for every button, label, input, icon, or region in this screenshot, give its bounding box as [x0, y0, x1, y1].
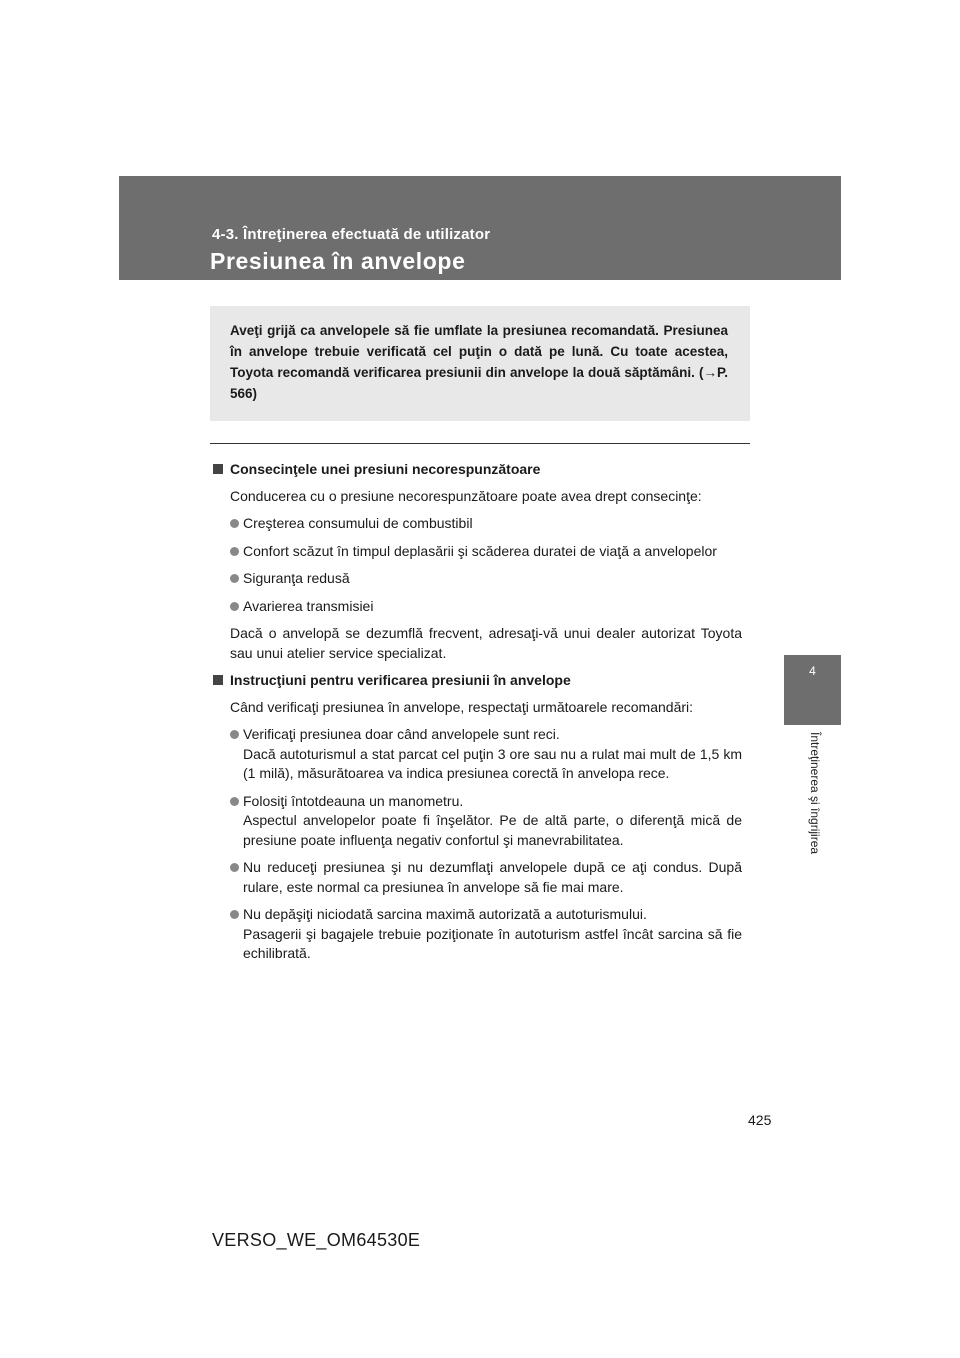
page-title: Presiunea în anvelope — [210, 248, 466, 274]
list-item-text: Confort scăzut în timpul deplasării şi scăderea duratei de viaţă a anvelopelor — [243, 542, 717, 559]
list-item-text: Avarierea transmisiei — [243, 597, 374, 614]
page-number: 425 — [748, 1112, 772, 1128]
divider — [210, 443, 750, 444]
chapter-tab-label: Întreţinerea şi îngrijirea — [808, 732, 822, 855]
list-item-text: Nu depăşiţi niciodată sarcina maximă autorizată a autoturismului. — [243, 906, 647, 922]
list-item — [230, 597, 742, 617]
list-item-detail: Aspectul anvelopelor poate fi înşelător. Pe de altă parte, o diferenţă mică de presiune poate influenţa negativ confortul şi manevrabilitatea. — [243, 812, 742, 848]
section-heading — [212, 460, 742, 480]
list-item — [230, 792, 742, 851]
intro-text: Aveţi grijă ca anvelopele să fie umflate la presiunea recomandată. Presiunea în anvelope trebuie verificată cel puţin o dată pe lună. Cu toate acestea, Toyota recomandă verificarea presiunii din anvelope la două săptămâni. (→P. 566) — [230, 323, 728, 401]
circle-bullet-icon — [230, 863, 239, 872]
list-item-text: Siguranţa redusă — [243, 570, 350, 586]
section-heading-text: Instrucţiuni pentru verificarea presiunii în anvelope — [230, 672, 571, 688]
section-label: 4-3. Întreţinerea efectuată de utilizator — [212, 226, 491, 243]
section-heading — [212, 671, 742, 691]
list-item — [230, 514, 742, 534]
circle-bullet-icon — [230, 547, 239, 556]
square-bullet-icon — [213, 675, 223, 685]
circle-bullet-icon — [230, 602, 239, 611]
section-heading-text: Consecinţele unei presiuni necorespunzătoare — [230, 461, 541, 477]
chapter-tab-number: 4 — [809, 664, 816, 678]
circle-bullet-icon — [230, 910, 239, 919]
list-item-text: Verificaţi presiunea doar când anvelopele sunt reci. — [243, 726, 560, 742]
circle-bullet-icon — [230, 797, 239, 806]
section-closing: Dacă o anvelopă se dezumflă frecvent, adresaţi-vă unui dealer autorizat Toyota sau unui atelier service specializat. — [230, 625, 742, 661]
intro-box — [210, 306, 750, 421]
content — [212, 460, 742, 972]
list-item-text: Folosiţi întotdeauna un manometru. — [243, 792, 464, 809]
circle-bullet-icon — [230, 730, 239, 739]
section-lead: Conducerea cu o presiune necorespunzătoare poate avea drept consecinţe: — [230, 487, 702, 504]
list-item-detail: Dacă autoturismul a stat parcat cel puţin 3 ore sau nu a rulat mai mult de 1,5 km (1 milă), măsurătoarea va indica presiunea corectă în anvelopa rece. — [243, 745, 742, 781]
circle-bullet-icon — [230, 574, 239, 583]
document-code: VERSO_WE_OM64530E — [212, 1230, 421, 1250]
list-item — [230, 725, 742, 784]
list-item-text: Nu reduceţi presiunea şi nu dezumflaţi anvelopele după ce aţi condus. După rulare, este normal ca presiunea în anvelope să fie mai mare. — [243, 859, 742, 895]
section-lead: Când verificaţi presiunea în anvelope, respectaţi următoarele recomandări: — [230, 698, 694, 715]
list-item — [230, 905, 742, 964]
list-item — [230, 569, 742, 589]
list-item-detail: Pasagerii şi bagajele trebuie poziţionate în autoturism astfel încât sarcina să fie echilibrată. — [243, 925, 742, 961]
square-bullet-icon — [213, 464, 223, 474]
list-item — [230, 858, 742, 897]
list-item-text: Creşterea consumului de combustibil — [243, 515, 473, 531]
circle-bullet-icon — [230, 519, 239, 528]
list-item — [230, 542, 742, 562]
